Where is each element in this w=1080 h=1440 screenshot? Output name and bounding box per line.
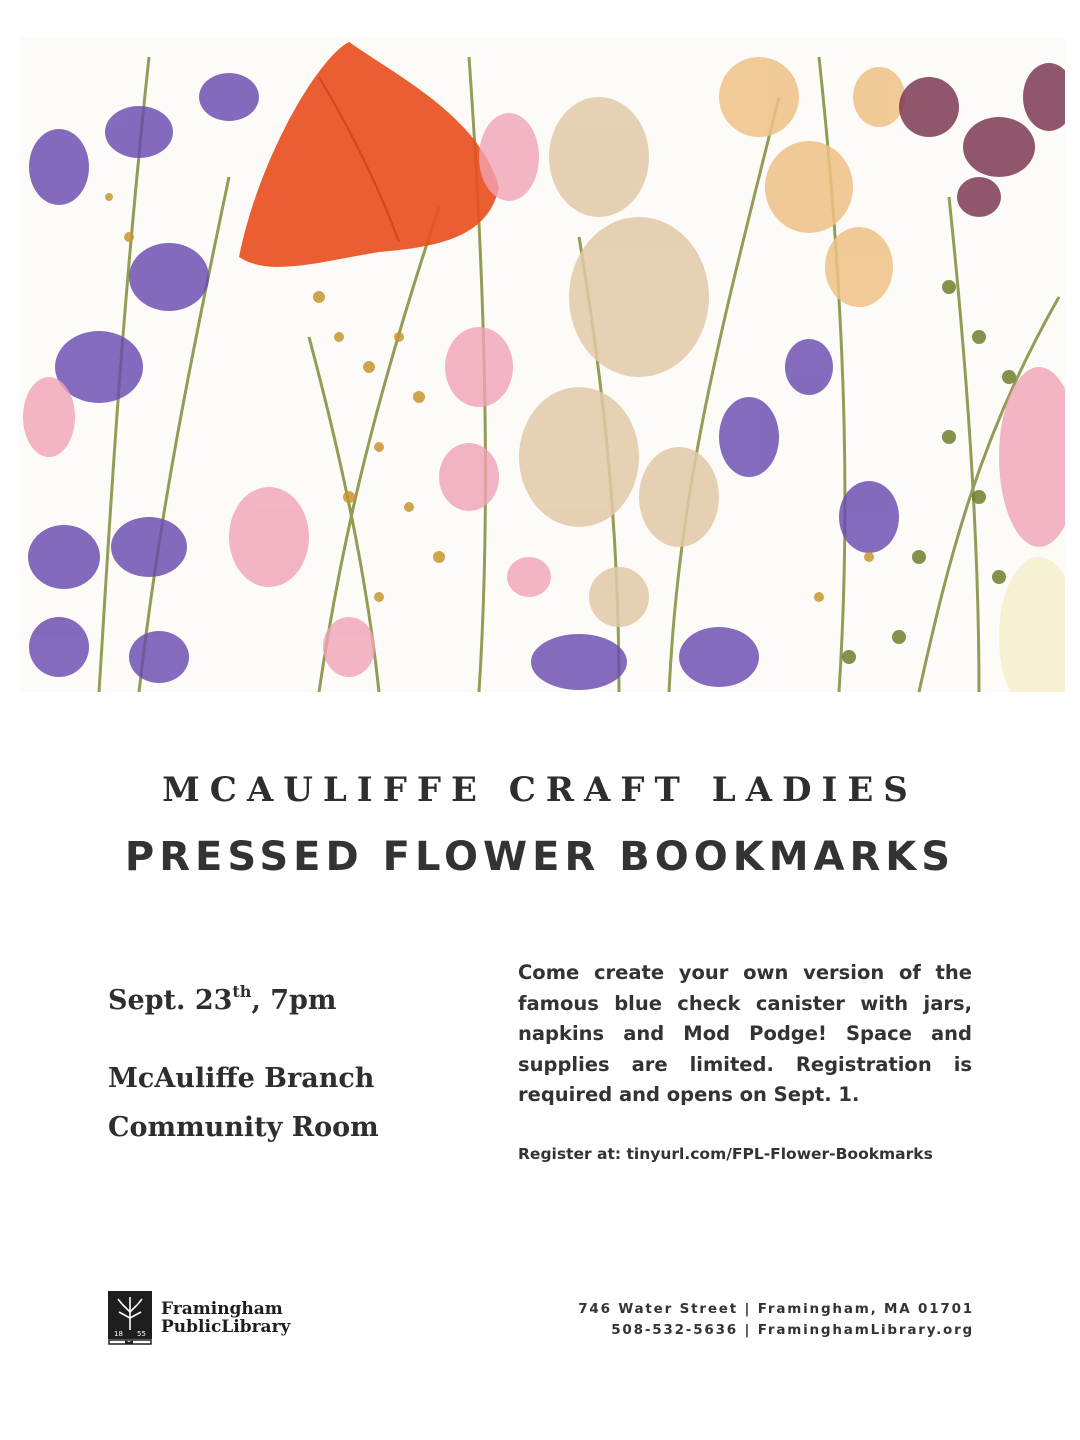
address-line2[interactable]: 508-532-5636 | FraminghamLibrary.org xyxy=(611,1322,974,1338)
registration-link[interactable]: Register at: tinyurl.com/FPL-Flower-Bookmarks xyxy=(518,1145,933,1163)
library-address xyxy=(578,1299,974,1341)
library-name xyxy=(161,1300,290,1336)
tree-book-icon xyxy=(107,1290,153,1346)
library-logo xyxy=(107,1290,290,1346)
hero-image xyxy=(19,37,1065,692)
event-series: MCAULIFFE CRAFT LADIES xyxy=(162,770,918,810)
event-description: Come create your own version of the famous blue check canister with jars, napkins and Mod Podge! Space and supplies are limited. Registration is required and opens on Sept. 1. xyxy=(518,961,972,1106)
event-date-suffix: th xyxy=(232,982,252,1001)
event-location xyxy=(108,1054,448,1152)
location-line2: Community Room xyxy=(108,1112,379,1143)
logo-year-right: 55 xyxy=(137,1330,146,1338)
event-title: PRESSED FLOWER BOOKMARKS xyxy=(124,834,956,880)
location-line1: McAuliffe Branch xyxy=(108,1063,375,1094)
logo-line2: PublicLibrary xyxy=(161,1317,291,1337)
logo-year-left: 18 xyxy=(114,1330,123,1338)
event-time: , 7pm xyxy=(251,985,337,1016)
logo-line1: Framingham xyxy=(161,1299,283,1319)
event-datetime xyxy=(108,982,336,1016)
address-line1: 746 Water Street | Framingham, MA 01701 xyxy=(578,1301,974,1317)
pressed-flowers-illustration xyxy=(19,37,1065,692)
event-date: Sept. 23 xyxy=(108,985,233,1016)
